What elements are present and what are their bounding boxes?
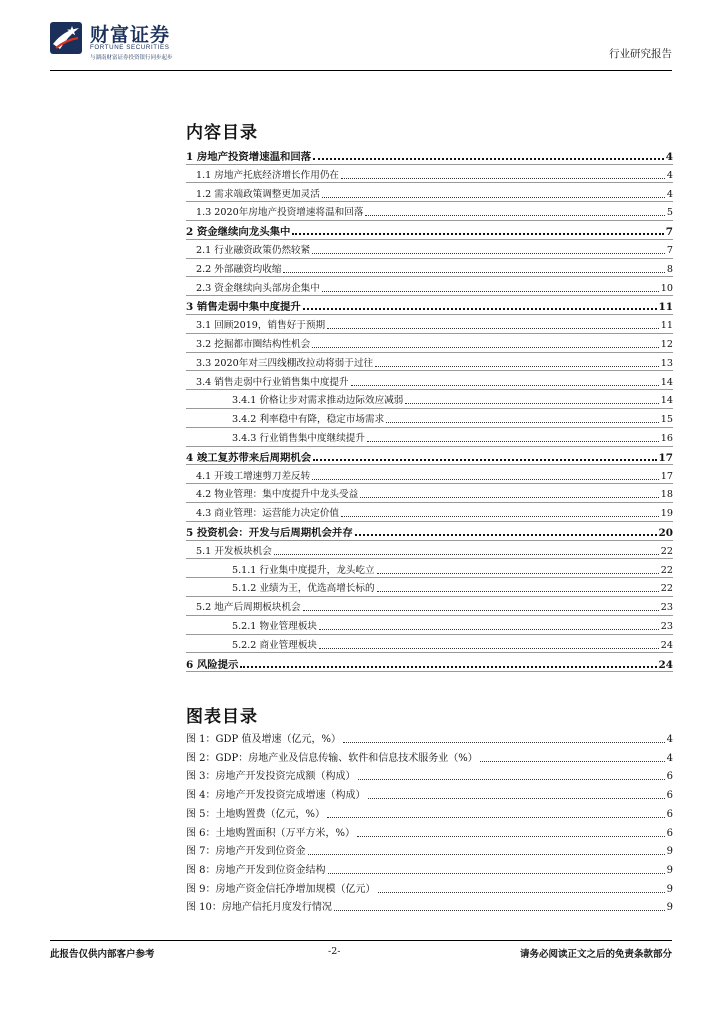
toc-entry-page: 13 bbox=[660, 357, 673, 369]
figure-entry-label: 图 1：GDP 值及增速（亿元，%） bbox=[186, 734, 341, 745]
footer-notice: 请务必阅读正文之后的免责条款部分 bbox=[519, 949, 672, 960]
toc-entry-page: 19 bbox=[660, 508, 673, 520]
figure-entry-page: 4 bbox=[666, 752, 673, 764]
figure-entry-page: 4 bbox=[666, 734, 673, 745]
figure-entry-label: 图 10：房地产信托月度发行情况 bbox=[186, 902, 332, 914]
figure-entry[interactable] bbox=[186, 859, 673, 877]
toc-leader-dots bbox=[322, 291, 659, 292]
figure-entry-page: 6 bbox=[666, 827, 673, 839]
toc-entry[interactable] bbox=[186, 183, 673, 201]
toc-entry-label: 1.3 2020年房地产投资增速将温和回落 bbox=[196, 207, 364, 219]
figure-leader-dots bbox=[357, 836, 665, 837]
figure-leader-dots bbox=[308, 854, 665, 855]
toc-entry-page: 24 bbox=[660, 639, 673, 651]
figure-entry[interactable] bbox=[186, 896, 673, 914]
toc-leader-dots bbox=[303, 610, 659, 611]
figure-entry-label: 图 8：房地产开发到位资金结构 bbox=[186, 864, 326, 876]
toc-entry-page: 23 bbox=[660, 621, 673, 632]
figure-leader-dots bbox=[334, 910, 665, 911]
figure-entry-page: 9 bbox=[666, 902, 673, 914]
toc-entry[interactable] bbox=[186, 277, 673, 295]
toc-entry-label: 5.2.1 物业管理板块 bbox=[232, 621, 318, 632]
toc-entry[interactable] bbox=[186, 145, 673, 163]
toc-entry-label: 1 房地产投资增速温和回落 bbox=[186, 151, 312, 163]
figure-leader-dots bbox=[378, 892, 665, 893]
toc-entry-page: 4 bbox=[665, 151, 673, 163]
toc-entry-label: 5.2.2 商业管理板块 bbox=[232, 639, 318, 651]
toc-leader-dots bbox=[341, 516, 659, 517]
toc-entry[interactable] bbox=[186, 220, 673, 238]
toc-entry-page: 12 bbox=[660, 339, 673, 350]
toc-entry[interactable] bbox=[186, 446, 673, 464]
toc-entry-page: 17 bbox=[658, 451, 673, 464]
toc-entry[interactable] bbox=[186, 427, 673, 445]
toc-entry-page: 15 bbox=[660, 414, 673, 426]
toc-entry-label: 5.1 开发板块机会 bbox=[196, 545, 272, 557]
toc-leader-dots bbox=[319, 629, 659, 630]
toc-leader-dots bbox=[319, 648, 659, 649]
figure-leader-dots bbox=[480, 761, 665, 762]
toc-entry-label: 4.1 开竣工增速剪刀差反转 bbox=[196, 470, 311, 482]
figure-entry[interactable] bbox=[186, 803, 673, 821]
toc-entry-page: 18 bbox=[660, 489, 673, 501]
toc-leader-dots bbox=[367, 441, 659, 442]
toc-entry[interactable] bbox=[186, 465, 673, 483]
toc-leader-dots bbox=[292, 233, 663, 235]
figure-entry-label: 图 6：土地购置面积（万平方米，%） bbox=[186, 827, 356, 839]
figure-leader-dots bbox=[358, 779, 665, 780]
toc-leader-dots bbox=[313, 158, 664, 160]
toc-leader-dots bbox=[386, 422, 659, 423]
toc-entry-page: 10 bbox=[660, 282, 673, 294]
figure-entry[interactable] bbox=[186, 765, 673, 783]
toc-entry-label: 2.2 外部融资均收缩 bbox=[196, 263, 282, 275]
toc-entry-page: 22 bbox=[660, 583, 673, 595]
toc-leader-dots bbox=[327, 328, 659, 329]
toc-entry-label: 3.1 回顾2019，销售好于预期 bbox=[196, 320, 326, 332]
toc-entry-page: 14 bbox=[660, 376, 673, 388]
toc-entry-page: 16 bbox=[660, 433, 673, 444]
figure-entry[interactable] bbox=[186, 822, 673, 840]
toc-leader-dots bbox=[240, 666, 656, 668]
figure-leader-dots bbox=[368, 798, 665, 799]
toc-entry-page: 22 bbox=[660, 564, 673, 576]
toc-leader-dots bbox=[360, 497, 659, 498]
toc-leader-dots bbox=[312, 479, 659, 480]
toc-leader-dots bbox=[341, 178, 665, 179]
toc-entry-page: 22 bbox=[660, 545, 673, 557]
toc-entry-page: 17 bbox=[660, 470, 673, 482]
toc-leader-dots bbox=[312, 253, 665, 254]
toc-entry-page: 23 bbox=[660, 602, 673, 614]
toc-entry[interactable] bbox=[186, 352, 673, 370]
figure-entry[interactable] bbox=[186, 784, 673, 802]
toc-entry[interactable] bbox=[186, 239, 673, 257]
report-type-label: 行业研究报告 bbox=[609, 48, 672, 60]
footer-disclaimer: 此报告仅供内部客户参考 bbox=[50, 949, 155, 960]
toc-leader-dots bbox=[351, 385, 659, 386]
toc-leader-dots bbox=[377, 573, 659, 574]
figure-entry-page: 6 bbox=[666, 771, 673, 783]
fortune-logo-icon bbox=[50, 22, 82, 54]
toc-entry[interactable] bbox=[186, 314, 673, 332]
toc-entry-label: 3 销售走弱中集中度提升 bbox=[186, 301, 301, 314]
figure-entry-label: 图 9：房地产资金信托净增加规模（亿元） bbox=[186, 883, 376, 895]
toc-entry-label: 5.1.1 行业集中度提升，龙头屹立 bbox=[232, 564, 375, 576]
toc-entry[interactable] bbox=[186, 502, 673, 520]
toc-leader-dots bbox=[405, 403, 658, 404]
toc-entry-label: 4 竣工复苏带来后周期机会 bbox=[186, 451, 312, 464]
toc-entry-page: 20 bbox=[658, 527, 673, 539]
toc-entry-label: 3.3 2020年对三四线棚改拉动将弱于过往 bbox=[196, 357, 374, 369]
toc-entry-label: 4.2 物业管理：集中度提升中龙头受益 bbox=[196, 489, 359, 501]
toc-entry-page: 7 bbox=[665, 226, 673, 239]
toc-entry-label: 5.2 地产后周期板块机会 bbox=[196, 602, 301, 614]
toc-leader-dots bbox=[322, 197, 665, 198]
toc-entry-label: 1.2 需求端政策调整更加灵活 bbox=[196, 188, 320, 200]
toc-entry[interactable] bbox=[186, 333, 673, 351]
toc-entry-page: 4 bbox=[666, 188, 673, 200]
toc-leader-dots bbox=[365, 215, 664, 216]
toc-entry[interactable] bbox=[186, 201, 673, 219]
toc-entry-page: 5 bbox=[666, 207, 673, 219]
toc-entry-label: 2 资金继续向龙头集中 bbox=[186, 226, 291, 239]
figure-leader-dots bbox=[327, 817, 665, 818]
toc-entry[interactable] bbox=[186, 408, 673, 426]
toc-entry-page: 4 bbox=[666, 169, 673, 181]
page-header bbox=[50, 18, 672, 66]
toc-entry[interactable] bbox=[186, 389, 673, 407]
toc-entry[interactable] bbox=[186, 295, 673, 313]
header-divider bbox=[50, 70, 672, 71]
toc-entry-label: 3.4 销售走弱中行业销售集中度提升 bbox=[196, 376, 349, 388]
toc-entry[interactable] bbox=[186, 540, 673, 558]
toc-entry[interactable] bbox=[186, 258, 673, 276]
toc-entry-label: 2.1 行业融资政策仍然较紧 bbox=[196, 245, 311, 256]
toc-entry[interactable] bbox=[186, 559, 673, 577]
toc-entry-page: 24 bbox=[658, 658, 673, 671]
figure-entry[interactable] bbox=[186, 878, 673, 896]
figure-entry[interactable] bbox=[186, 728, 673, 746]
toc-entry-label: 5 投资机会：开发与后周期机会并存 bbox=[186, 527, 353, 539]
figure-leader-dots bbox=[328, 873, 665, 874]
figure-entry-label: 图 3：房地产开发投资完成额（构成） bbox=[186, 771, 356, 783]
toc-entry[interactable] bbox=[186, 653, 673, 671]
toc-leader-dots bbox=[312, 347, 659, 348]
toc-entry-label: 3.4.2 利率稳中有降，稳定市场需求 bbox=[232, 414, 385, 426]
toc-entry-page: 14 bbox=[660, 395, 673, 407]
logo-chinese-name: 财富证券 bbox=[90, 24, 171, 46]
toc-entry-label: 3.4.3 行业销售集中度继续提升 bbox=[232, 433, 365, 444]
toc-entry[interactable] bbox=[186, 521, 673, 539]
toc-entry-label: 4.3 商业管理：运营能力决定价值 bbox=[196, 508, 340, 520]
toc-entry-page: 11 bbox=[658, 301, 673, 314]
contents-title: 内容目录 bbox=[186, 123, 258, 143]
page-number: -2- bbox=[328, 946, 341, 957]
toc-entry-label: 1.1 房地产托底经济增长作用仍在 bbox=[196, 169, 340, 181]
toc-leader-dots bbox=[303, 308, 657, 310]
figure-entry-label: 图 7：房地产开发到位资金 bbox=[186, 846, 306, 858]
toc-entry-label: 2.3 资金继续向头部房企集中 bbox=[196, 282, 320, 294]
toc-leader-dots bbox=[377, 591, 659, 592]
toc-entry-page: 11 bbox=[660, 320, 673, 332]
figure-entry-page: 9 bbox=[666, 846, 673, 858]
figure-entry-label: 图 4：房地产开发投资完成增速（构成） bbox=[186, 790, 366, 802]
logo-tagline: 与湖南财富证券投资银行同步起步 bbox=[90, 55, 173, 61]
toc-entry-label: 3.4.1 价格让步对需求推动边际效应减弱 bbox=[232, 395, 404, 407]
toc-leader-dots bbox=[313, 459, 656, 461]
figure-entry-page: 6 bbox=[666, 790, 673, 802]
figure-entry-page: 6 bbox=[666, 808, 673, 820]
figure-entry-label: 图 5：土地购置费（亿元，%） bbox=[186, 808, 326, 820]
figure-entry-page: 9 bbox=[666, 864, 673, 876]
toc-entry-label: 6 风险提示 bbox=[186, 658, 239, 671]
logo-english-name: FORTUNE SECURITIES bbox=[90, 44, 170, 51]
toc-leader-dots bbox=[274, 554, 659, 555]
toc-entry-label: 3.2 挖掘都市圈结构性机会 bbox=[196, 339, 311, 350]
figures-title: 图表目录 bbox=[186, 707, 258, 727]
toc-entry[interactable] bbox=[186, 371, 673, 389]
toc-entry[interactable] bbox=[186, 615, 673, 633]
toc-leader-dots bbox=[375, 366, 659, 367]
figure-entry-label: 图 2：GDP：房地产业及信息传输、软件和信息技术服务业（%） bbox=[186, 752, 478, 764]
company-logo bbox=[50, 18, 173, 64]
figure-entry[interactable] bbox=[186, 747, 673, 765]
toc-entry[interactable] bbox=[186, 164, 673, 182]
toc-leader-dots bbox=[355, 534, 657, 536]
toc-entry-page: 7 bbox=[666, 245, 673, 256]
toc-entry[interactable] bbox=[186, 577, 673, 595]
toc-entry[interactable] bbox=[186, 634, 673, 652]
figure-leader-dots bbox=[343, 742, 665, 743]
footer-divider bbox=[50, 940, 672, 941]
toc-entry-page: 8 bbox=[666, 263, 673, 275]
toc-entry[interactable] bbox=[186, 483, 673, 501]
figure-entry[interactable] bbox=[186, 840, 673, 858]
figure-entry-page: 9 bbox=[666, 883, 673, 895]
toc-leader-dots bbox=[283, 272, 664, 273]
toc-entry-label: 5.1.2 业绩为王，优选高增长标的 bbox=[232, 583, 375, 595]
toc-entry[interactable] bbox=[186, 596, 673, 614]
toc-row-divider bbox=[186, 671, 673, 672]
